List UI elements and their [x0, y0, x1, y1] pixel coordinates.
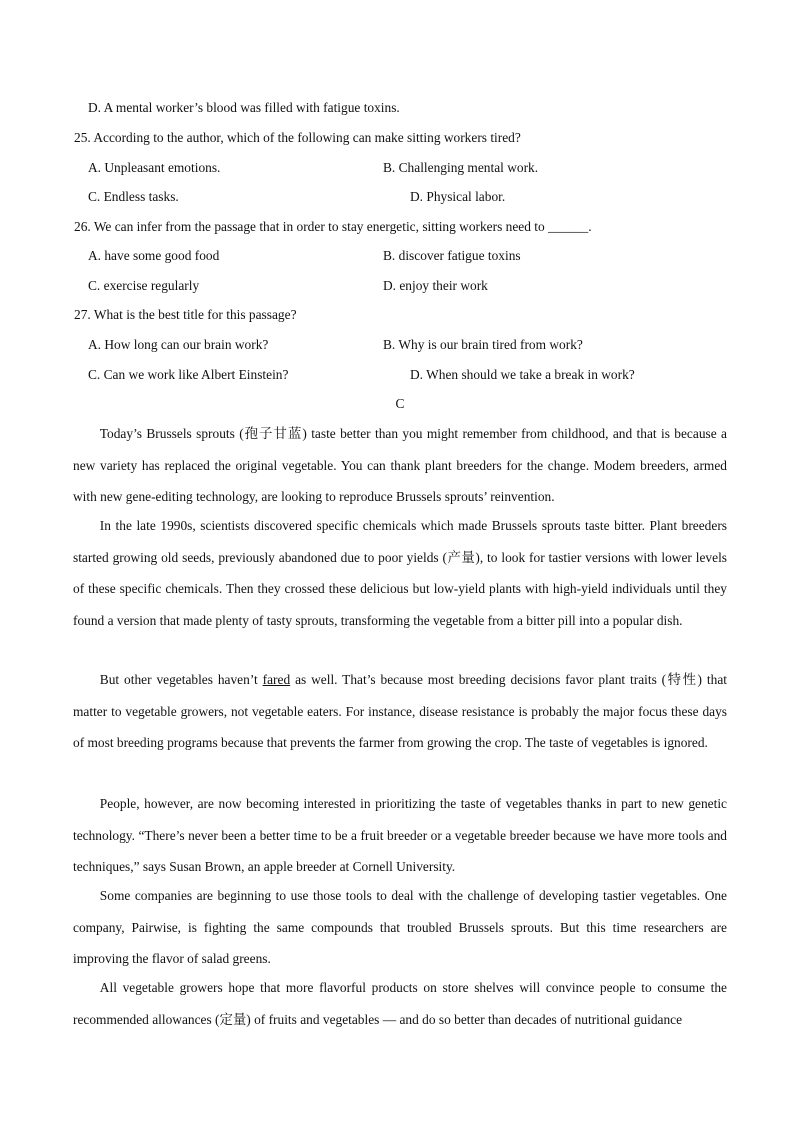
question-25-option-a: A. Unpleasant emotions.	[88, 160, 221, 175]
passage-paragraph-2: In the late 1990s, scientists discovered specific chemicals which made Brussels sprouts taste bitter. Plant breeders started growing old seeds, previously abandoned due to poor yields (产量), to look for tastier versions with lower levels of these specific chemicals. Then they crossed these delicious but low-yield plants with high-yield individuals until they found a version that made plenty of tasty sprouts, transforming the vegetable from a bitter pill into a popular dish.	[73, 518, 727, 628]
section-label: C	[395, 396, 405, 411]
question-26-option-a: A. have some good food	[88, 248, 220, 263]
passage-paragraph-1: Today’s Brussels sprouts (孢子甘蓝) taste better than you might remember from childhood, and that is because a new variety has replaced the original vegetable. You can thank plant breeders for the change. Modem breeders, armed with new gene-editing technology, are looking to reproduce Brussels sprouts’ reinvention.	[73, 426, 727, 504]
question-24-option-d: D. A mental worker’s blood was filled with fatigue toxins.	[88, 100, 400, 115]
paragraph-3-text-start: But other vegetables haven’t	[99, 672, 263, 687]
question-26-option-d: D. enjoy their work	[383, 278, 488, 293]
question-26-stem: 26. We can infer from the passage that in order to stay energetic, sitting workers need to ______.	[74, 219, 592, 234]
question-27-option-d: D. When should we take a break in work?	[410, 367, 635, 382]
question-26-option-b: B. discover fatigue toxins	[383, 248, 521, 263]
passage-paragraph-5: Some companies are beginning to use those tools to deal with the challenge of developing tastier vegetables. One company, Pairwise, is fighting the same compounds that troubled Brussels sprouts. But this time researchers are improving the flavor of salad greens.	[73, 888, 727, 966]
passage-paragraph-3	[73, 664, 727, 759]
question-27-option-c: C. Can we work like Albert Einstein?	[88, 367, 289, 382]
question-25-stem: 25. According to the author, which of the following can make sitting workers tired?	[74, 130, 521, 145]
passage-paragraph-6: All vegetable growers hope that more flavorful products on store shelves will convince people to consume the recommended allowances (定量) of fruits and vegetables — and do so better than decades of nutritional guidance	[73, 980, 727, 1027]
question-25-option-c: C. Endless tasks.	[88, 189, 179, 204]
question-25-option-b: B. Challenging mental work.	[383, 160, 539, 175]
question-26-option-c: C. exercise regularly	[88, 278, 200, 293]
question-25-option-d: D. Physical labor.	[410, 189, 506, 204]
passage-paragraph-4: People, however, are now becoming interested in prioritizing the taste of vegetables thanks in part to new genetic technology. “There’s never been a better time to be a fruit breeder or a vegetable breeder because we have more tools and techniques,” says Susan Brown, an apple breeder at Cornell University.	[73, 796, 727, 874]
question-27-option-b: B. Why is our brain tired from work?	[383, 337, 583, 352]
question-27-stem: 27. What is the best title for this passage?	[74, 307, 297, 322]
paragraph-3-text-end: as well. That’s because most breeding decisions favor plant traits (特性) that matter to vegetable growers, not vegetable eaters. For instance, disease resistance is probably the major focus these days of most breeding programs because that prevents the farmer from growing the crop. The taste of vegetables is ignored.	[73, 672, 727, 750]
underlined-word-fared: fared	[262, 672, 291, 687]
question-27-option-a: A. How long can our brain work?	[88, 337, 269, 352]
